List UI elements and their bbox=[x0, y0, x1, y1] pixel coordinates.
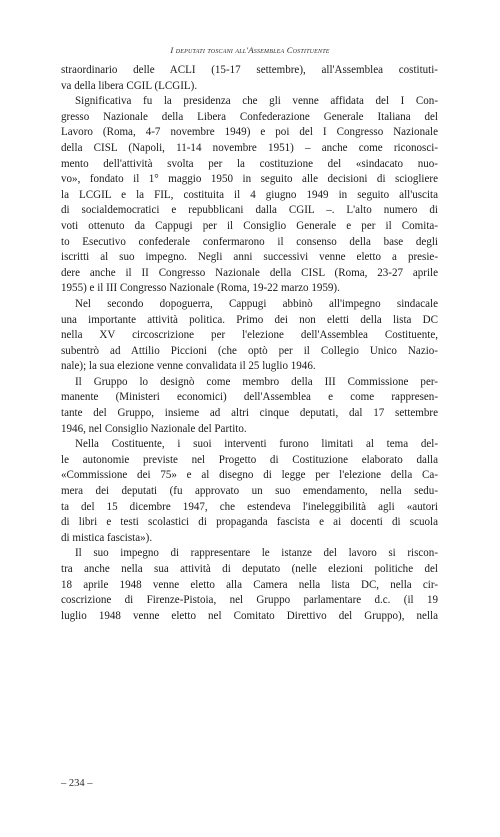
text-line: voti ottenuto da Cappugi per il Consiglio Generale e per il Comita- bbox=[61, 219, 438, 232]
text-line: manente (Ministeri economici) dell'Assemblea e come rappresen- bbox=[61, 391, 438, 404]
text-line: vo», fondato il 1° maggio 1950 in seguito alle decisioni di sciogliere bbox=[61, 173, 438, 186]
text-line: una importante attività politica. Primo dei non eletti della lista DC bbox=[61, 313, 438, 326]
text-line: to Esecutivo confederale confermarono il consenso della base degli bbox=[61, 235, 438, 248]
text-line: di socialdemocratici e repubblicani dalla CGIL –. L'alto numero di bbox=[61, 204, 438, 217]
text-line: Nel secondo dopoguerra, Cappugi abbinò all'impegno sindacale bbox=[75, 297, 438, 310]
text-line: subentrò ad Attilio Piccioni (che optò per il Collegio Unico Nazio- bbox=[61, 344, 438, 357]
page-number: – 234 – bbox=[61, 778, 93, 789]
text-line: «Commissione dei 75» e al disegno di legge per l'elezione della Ca- bbox=[61, 469, 438, 482]
body-text bbox=[61, 63, 438, 624]
text-line: ta del 15 dicembre 1947, che estendeva l'ineleggibilità agli «autori bbox=[61, 500, 438, 513]
text-line: tra anche nella sua attività di deputato (nelle elezioni politiche del bbox=[61, 563, 438, 575]
text-line: nale); la sua elezione venne convalidata il 25 luglio 1946. bbox=[61, 360, 316, 373]
text-line: la LCGIL e la FIL, costituita il 4 giugno 1949 in seguito all'uscita bbox=[61, 188, 438, 201]
text-line: mera dei deputati (fu approvato un suo emendamento, nella sedu- bbox=[61, 485, 438, 498]
running-header: I deputati toscani all'Assemblea Costituente bbox=[170, 45, 330, 55]
text-line: straordinario delle ACLI (15-17 settembre), all'Assemblea costituti- bbox=[61, 64, 438, 76]
text-line: tante del Gruppo, insieme ad altri cinque deputati, dal 17 settembre bbox=[61, 407, 438, 420]
text-line: luglio 1948 venne eletto nel Comitato Direttivo del Gruppo), nella bbox=[61, 609, 438, 622]
text-line: di libri e testi scolastici di propaganda fascista e ai docenti di scuola bbox=[61, 516, 438, 529]
text-line: Il suo impegno di rappresentare le istanze del lavoro si riscon- bbox=[75, 547, 438, 560]
text-line: 1946, nel Consiglio Nazionale del Partito. bbox=[61, 422, 247, 435]
text-line: Il Gruppo lo designò come membro della III Commissione per- bbox=[75, 375, 438, 388]
text-line: di mistica fascista»). bbox=[61, 531, 153, 544]
text-line: gresso Nazionale della Libera Confederazione Generale Italiana del bbox=[61, 110, 438, 123]
text-line: iscritti al suo impegno. Negli anni successivi venne eletto a presie- bbox=[61, 251, 438, 264]
text-line: Significativa fu la presidenza che gli venne affidata del I Con- bbox=[75, 95, 438, 108]
text-line: va della libera CGIL (LCGIL). bbox=[61, 79, 198, 92]
text-line: della CISL (Napoli, 11-14 novembre 1951) – anche come riconosci- bbox=[61, 141, 438, 154]
text-line: dere anche il II Congresso Nazionale della CISL (Roma, 23-27 aprile bbox=[61, 266, 438, 279]
text-line: nella XV circoscrizione per l'elezione dell'Assemblea Costituente, bbox=[61, 329, 438, 342]
text-line: le autonomie previste nel Progetto di Costituzione elaborato dalla bbox=[61, 453, 438, 466]
text-line: coscrizione di Firenze-Pistoia, nel Gruppo parlamentare d.c. (il 19 bbox=[61, 594, 438, 607]
text-line: Lavoro (Roma, 4-7 novembre 1949) e poi del I Congresso Nazionale bbox=[61, 126, 438, 139]
text-line: mento dell'attività svolta per la costituzione del «sindacato nuo- bbox=[61, 157, 438, 170]
text-line: Nella Costituente, i suoi interventi furono limitati al tema del- bbox=[75, 438, 438, 451]
text-line: 1955) e il III Congresso Nazionale (Roma, 19-22 marzo 1959). bbox=[61, 282, 340, 295]
text-line: 18 aprile 1948 venne eletto alla Camera nella lista DC, nella cir- bbox=[61, 578, 438, 591]
